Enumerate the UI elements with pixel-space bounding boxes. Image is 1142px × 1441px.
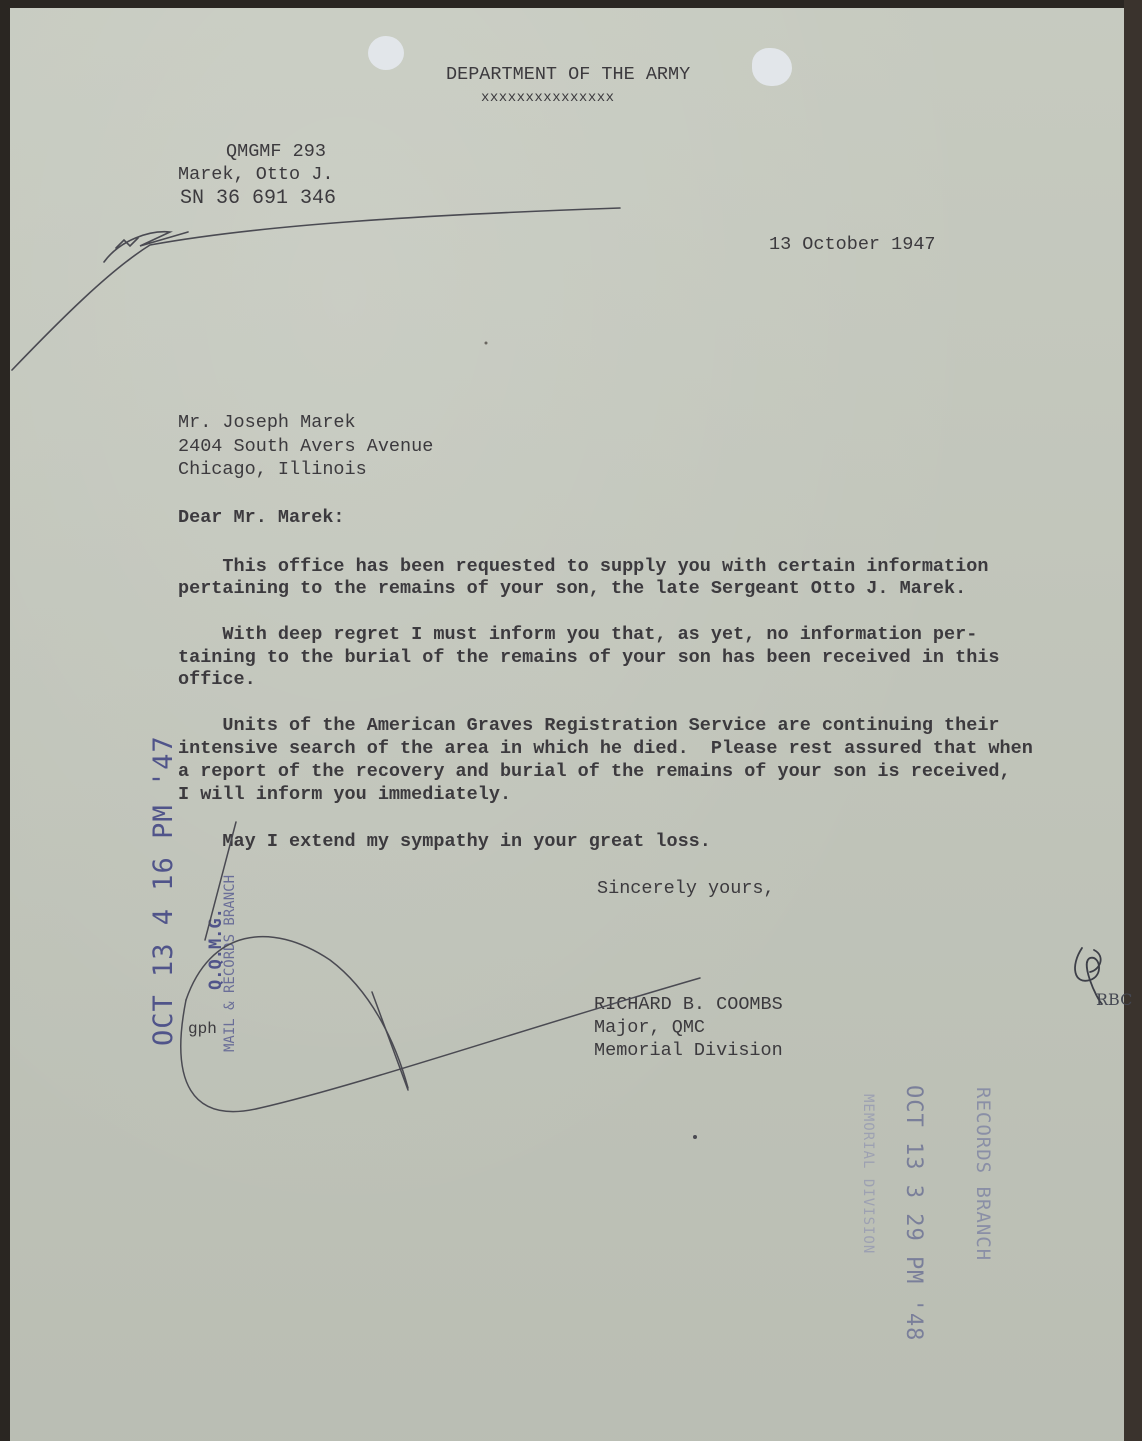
margin-initials: RBC — [1096, 990, 1133, 1009]
received-stamp-branch: MAIL & RECORDS BRANCH — [222, 874, 238, 1052]
paragraph-line: With deep regret I must inform you that, as yet, no information per- — [178, 624, 978, 645]
closing: Sincerely yours, — [597, 878, 775, 899]
agency-header: DEPARTMENT OF THE ARMY — [446, 64, 691, 85]
file-reference: QMGMF 293 — [226, 141, 326, 162]
paragraph-line: May I extend my sympathy in your great loss. — [178, 831, 711, 852]
paragraph-line: This office has been requested to supply you with certain information — [178, 556, 989, 577]
typist-initials: gph — [188, 1020, 217, 1038]
paragraph-line: office. — [178, 669, 256, 690]
paragraph-line: I will inform you immediately. — [178, 784, 512, 805]
paragraph-line: taining to the burial of the remains of your son has been received in this — [178, 647, 1000, 668]
subject-name: Marek, Otto J. — [178, 164, 334, 185]
paragraph-line: pertaining to the remains of your son, the late Sergeant Otto J. Marek. — [178, 578, 967, 599]
page-edge — [1124, 0, 1142, 1441]
paragraph-line: Units of the American Graves Registration Service are continuing their — [178, 715, 1000, 736]
records-stamp-date: OCT 13 3 29 PM '48 — [901, 1085, 926, 1342]
paragraph-line: intensive search of the area in which he died. Please rest assured that when — [178, 738, 1033, 759]
received-stamp-org: Q.Q.M.G. — [206, 908, 226, 990]
paragraph-line: a report of the recovery and burial of the remains of your son is received, — [178, 761, 1011, 782]
recipient-city: Chicago, Illinois — [178, 459, 367, 480]
received-stamp-date: OCT 13 4 16 PM '47 — [148, 735, 179, 1046]
struck-line: xxxxxxxxxxxxxxx — [481, 90, 615, 106]
signer-title: Major, QMC — [594, 1017, 706, 1038]
letter-date: 13 October 1947 — [769, 234, 936, 255]
signer-division: Memorial Division — [594, 1040, 783, 1061]
service-number: SN 36 691 346 — [180, 187, 337, 210]
signer-name: RICHARD B. COOMBS — [594, 994, 783, 1015]
records-branch-stamp: RECORDS BRANCH — [972, 1087, 994, 1262]
punch-hole — [368, 36, 404, 70]
punch-hole — [752, 48, 792, 86]
recipient-street: 2404 South Avers Avenue — [178, 436, 434, 457]
salutation: Dear Mr. Marek: — [178, 507, 345, 528]
recipient-name: Mr. Joseph Marek — [178, 412, 356, 433]
memorial-division-stamp: MEMORIAL DIVISION — [860, 1094, 876, 1255]
